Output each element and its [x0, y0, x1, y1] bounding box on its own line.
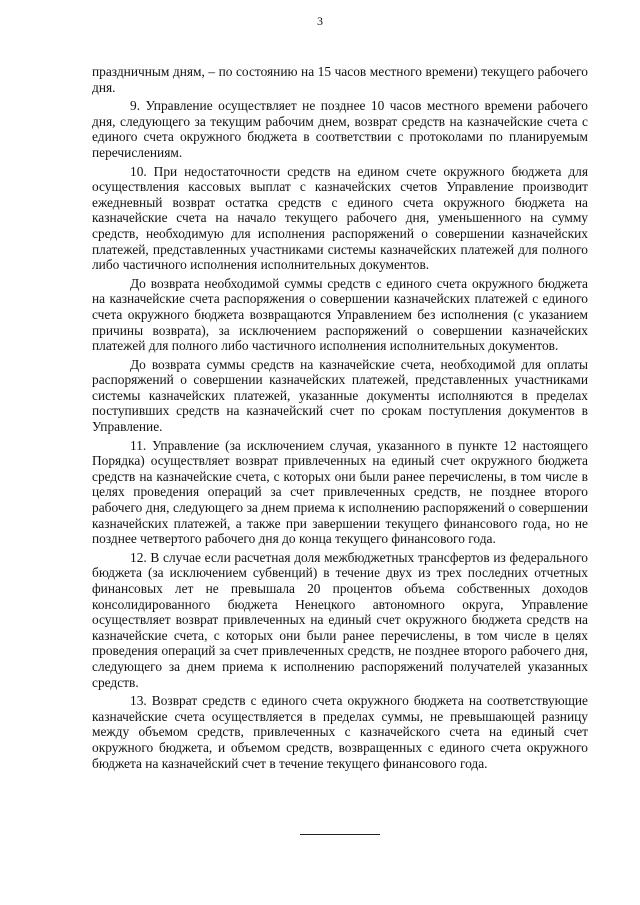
- document-body: [92, 64, 588, 774]
- paragraph-item-9: 9. Управление осуществляет не позднее 10 часов местного времени рабочего дня, следующего за текущим рабочим днем, возврат средств на казначейские счета с единого счета окружного бюджета в соответствии с протоколами по планируемым перечислениям.: [92, 98, 588, 160]
- page-number: 3: [317, 14, 323, 28]
- paragraph-item-12: 12. В случае если расчетная доля межбюджетных трансфертов из федерального бюджета (за исключением субвенций) в течение двух из трех последних отчетных финансовых лет не превышала 20 процентов объема собственных доходов консолидированного бюджета Ненецкого автономного округа, Управление осуществляет возврат привлеченных на единый счет окружного бюджета средств на казначейские счета, с которых они были ранее перечислены, в том числе в целях проведения операций за счет привлеченных средств, не позднее второго рабочего дня, следующего за днем приема к исполнению распоряжений получателей указанных средств.: [92, 549, 588, 690]
- paragraph-continuation: праздничным дням, – по состоянию на 15 часов местного времени) текущего рабочего дня.: [92, 64, 588, 95]
- end-of-document-rule: [300, 834, 380, 835]
- paragraph-item-10: 10. При недостаточности средств на едином счете окружного бюджета для осуществления кассовых выплат с казначейских счетов Управление производит ежедневный возврат остатка средств с единого счета окружного бюджета на казначейские счета на начало текущего рабочего дня, уменьшенного на сумму средств, необходимую для исполнения распоряжений о совершении казначейских платежей, представленных участниками системы казначейских платежей для полного либо частичного исполнения исполнительных документов.: [92, 163, 588, 273]
- paragraph-item-13: 13. Возврат средств с единого счета окружного бюджета на соответствующие казначейские счета осуществляется в пределах суммы, не превышающей разницу между объемом средств, привлеченных с казначейского счета на единый счет окружного бюджета, и объемом средств, возвращенных с единого счета окружного бюджета на казначейский счет в течение текущего финансового года.: [92, 693, 588, 771]
- paragraph-item-10-return-before: До возврата необходимой суммы средств с единого счета окружного бюджета на казначейские счета распоряжения о совершении казначейских платежей с единого счета окружного бюджета возвращаются Управлением без исполнения (с указанием причины возврата), за исключением распоряжений о совершении казначейских платежей для полного либо частичного исполнения исполнительных документов.: [92, 275, 588, 354]
- paragraph-item-11: 11. Управление (за исключением случая, указанного в пункте 12 настоящего Порядка) осуществляет возврат привлеченных на единый счет окружного бюджета средств на казначейские счета, с которых они были ранее перечислены, в том числе в целях проведения операций за счет привлеченных средств, не позднее второго рабочего дня, следующего за днем приема к исполнению распоряжений о совершении казначейских платежей, а также при завершении текущего финансового года, но не позднее четвертого рабочего дня до конца текущего финансового года.: [92, 437, 588, 547]
- paragraph-item-10-return-sum: До возврата суммы средств на казначейские счета, необходимой для оплаты распоряжений о совершении казначейских платежей, представленных участниками системы казначейских платежей, указанные документы исполняются в пределах поступивших средств на казначейский счет по срокам поступления документов в Управление.: [92, 356, 588, 435]
